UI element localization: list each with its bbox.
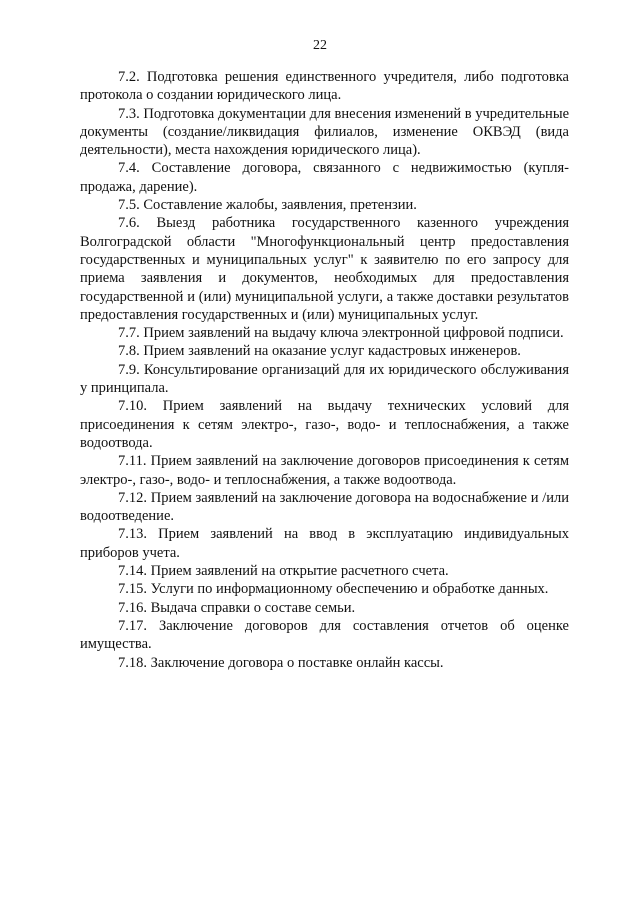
paragraph-7-9: 7.9. Консультирование организаций для их юридического обслуживания у принципала. bbox=[80, 361, 569, 397]
paragraph-7-15: 7.15. Услуги по информационному обеспечению и обработке данных. bbox=[118, 581, 549, 598]
paragraph-7-18: 7.18. Заключение договора о поставке онлайн кассы. bbox=[118, 654, 444, 671]
paragraph-7-7: 7.7. Прием заявлений на выдачу ключа электронной цифровой подписи. bbox=[118, 325, 564, 342]
paragraph-7-17: 7.17. Заключение договоров для составления отчетов об оценке имущества. bbox=[80, 617, 569, 653]
paragraph-7-11: 7.11. Прием заявлений на заключение договоров присоединения к сетям электро-, газо-, водо- и теплоснабжения, а также водоотвода. bbox=[80, 453, 569, 488]
paragraph-7-6: 7.6. Выезд работника государственного казенного учреждения Волгоградской области "Многофункциональный центр предоставления государственных и муниципальных услуг" к заявителю по его запросу для приема заявления и документов, необходимых для предоставления государственной и (или) муниципальной услуги, а также доставки результатов предоставления государственных и (или) муниципальных услуг. bbox=[80, 215, 569, 323]
paragraph-7-8: 7.8. Прием заявлений на оказание услуг кадастровых инженеров. bbox=[118, 343, 521, 360]
paragraph-7-5: 7.5. Составление жалобы, заявления, претензии. bbox=[118, 197, 417, 214]
paragraph-7-16: 7.16. Выдача справки о составе семьи. bbox=[118, 599, 356, 616]
page-number: 22 bbox=[313, 38, 327, 53]
paragraph-7-4: 7.4. Составление договора, связанного с недвижимостью (купля-продажа, дарение). bbox=[80, 160, 569, 195]
paragraph-7-3: 7.3. Подготовка документации для внесения изменений в учредительные документы (создание/ликвидация филиалов, изменение ОКВЭД (вида деятельности), места нахождения юридического лица). bbox=[80, 105, 569, 159]
paragraph-7-14: 7.14. Прием заявлений на открытие расчетного счета. bbox=[118, 563, 449, 580]
paragraph-7-13: 7.13. Прием заявлений на ввод в эксплуатацию индивидуальных приборов учета. bbox=[80, 526, 569, 561]
paragraph-7-10: 7.10. Прием заявлений на выдачу технических условий для присоединения к сетям электро-, газо-, водо- и теплоснабжения, а также водоотвода. bbox=[80, 398, 569, 451]
document-body bbox=[80, 68, 569, 672]
paragraph-7-2: 7.2. Подготовка решения единственного учредителя, либо подготовка протокола о создании юридического лица. bbox=[80, 69, 569, 104]
paragraph-7-12: 7.12. Прием заявлений на заключение договора на водоснабжение и /или водоотведение. bbox=[80, 489, 569, 525]
